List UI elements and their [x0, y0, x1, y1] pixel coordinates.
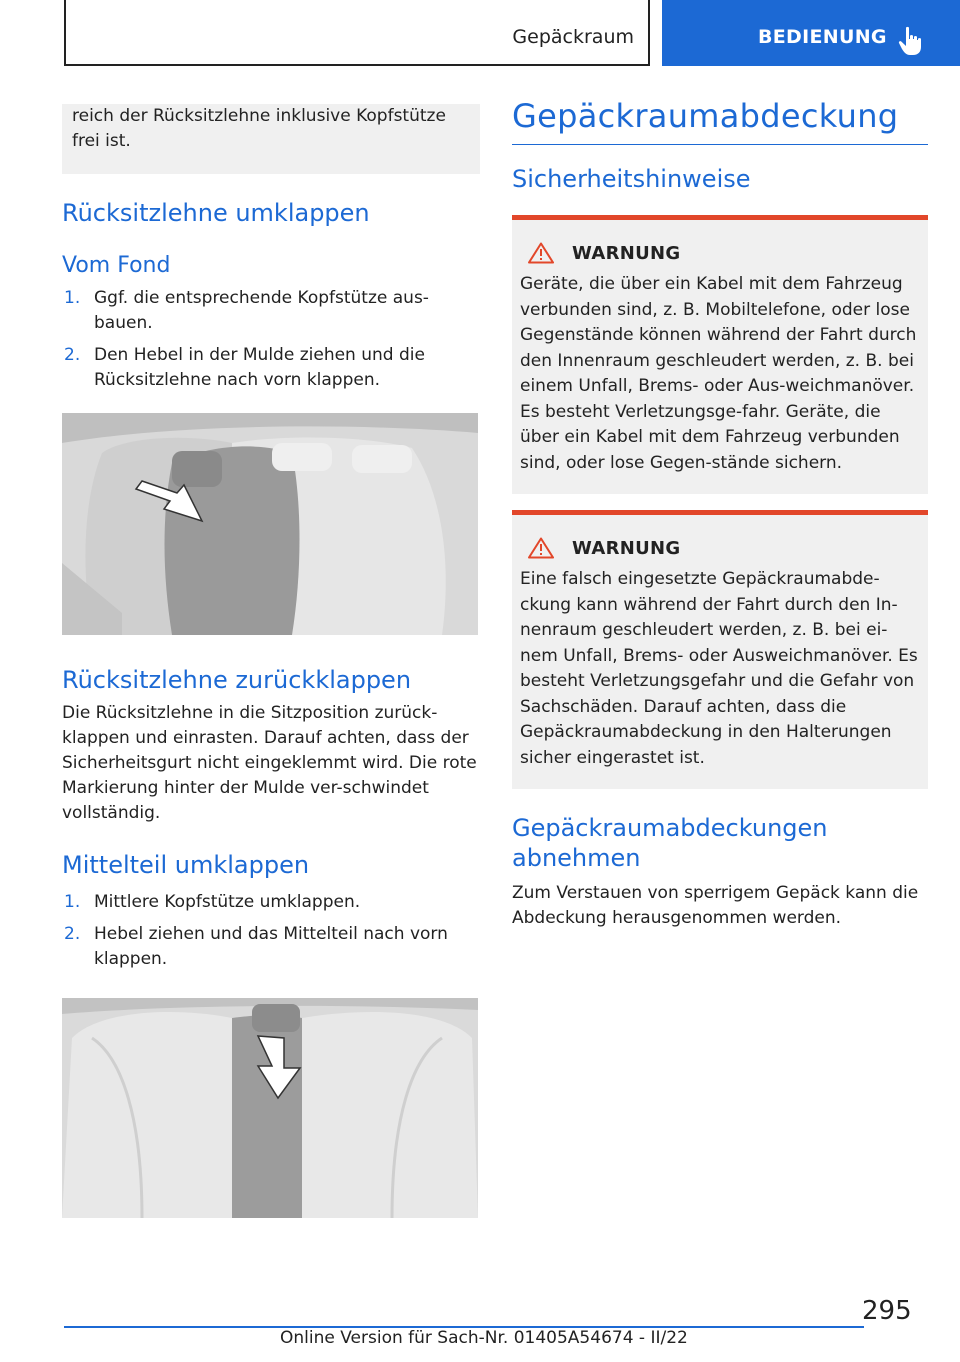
page-number: 295 [862, 1296, 912, 1326]
header-chapter-label: BEDIENUNG [758, 26, 887, 48]
steps-center-fold [62, 890, 480, 972]
section-title-fold-backrest: Rücksitzlehne umklappen [62, 199, 370, 227]
section-title-backrest-return: Rücksitzlehne zurückklappen [62, 666, 412, 694]
warning-triangle-icon [528, 537, 554, 559]
step-item: 1. Ggf. die entsprechende Kopfstütze aus-bauen. [64, 288, 429, 333]
main-title-luggage-cover: Gepäckraumabdeckung [512, 96, 928, 145]
illustration-center-section-fold [62, 998, 478, 1218]
warning-box [512, 215, 928, 494]
left-column [62, 104, 480, 1218]
remove-cover-text: Zum Verstauen von sperrigem Gepäck kann die Abdeckung herausgenommen werden. [512, 883, 919, 928]
section-title-center-fold: Mittelteil umklappen [62, 851, 310, 879]
warning-text: Geräte, die über ein Kabel mit dem Fahrzeug verbunden sind, z. B. Mobiltelefone, oder lose Gegenstände können während der Fahrt durch den Innenraum geschleudert werden, z. B. bei einem Unfall, Brems- oder Aus-weichmanöver. Es besteht Verletzungsge-fahr. Geräte, die über ein Kabel mit dem Fahrzeug verbunden sind, oder lose Gegen-stände sichern. [520, 274, 917, 473]
pointing-hand-icon [898, 26, 924, 56]
warning-box [512, 510, 928, 789]
subtitle-safety-notes: Sicherheitshinweise [512, 165, 751, 193]
step-item: 2. Den Hebel in der Mulde ziehen und die Rücksitzlehne nach vorn klappen. [64, 345, 425, 390]
note-box [62, 104, 480, 174]
warning-text: Eine falsch eingesetzte Gepäckraumabde-ckung kann während der Fahrt durch den In-nenraum geschleudert werden, z. B. bei ei-nem Unfall, Brems- oder Ausweichmanöver. Es besteht Verletzungsgefahr und die Gefahr von Sachschäden. Darauf achten, dass die Gepäckraumabdeckung in den Halterungen sicher eingerastet ist. [520, 569, 918, 768]
right-column [512, 96, 928, 931]
warning-header [528, 242, 920, 264]
header-section-tab [64, 0, 650, 66]
section-title-remove-cover: Gepäckraumabdeckungen abnehmen [512, 814, 828, 872]
warning-label: WARNUNG [572, 537, 681, 559]
note-text: reich der Rücksitzlehne inklusive Kopfstütze frei ist. [72, 106, 446, 151]
header-section-label: Gepäckraum [512, 26, 634, 48]
step-item: 2. Hebel ziehen und das Mittelteil nach vorn klappen. [64, 924, 448, 969]
backrest-return-text: Die Rücksitzlehne in die Sitzposition zurück-klappen und einrasten. Darauf achten, dass der Sicherheitsgurt nicht eingeklemmt wird. Die rote Markierung hinter der Mulde ver-schwindet vollständig. [62, 703, 477, 823]
warning-triangle-icon [528, 242, 554, 264]
warning-header [528, 537, 920, 559]
warning-label: WARNUNG [572, 242, 681, 264]
footer-version-text: Online Version für Sach-Nr. 01405A54674 - II/22 [280, 1328, 688, 1348]
illustration-rear-seat-fold [62, 413, 478, 635]
header-chapter-tab [662, 0, 960, 66]
steps-fold-backrest [62, 286, 480, 393]
section-subtitle-from-rear: Vom Fond [62, 253, 171, 278]
step-item: 1. Mittlere Kopfstütze umklappen. [64, 892, 361, 912]
